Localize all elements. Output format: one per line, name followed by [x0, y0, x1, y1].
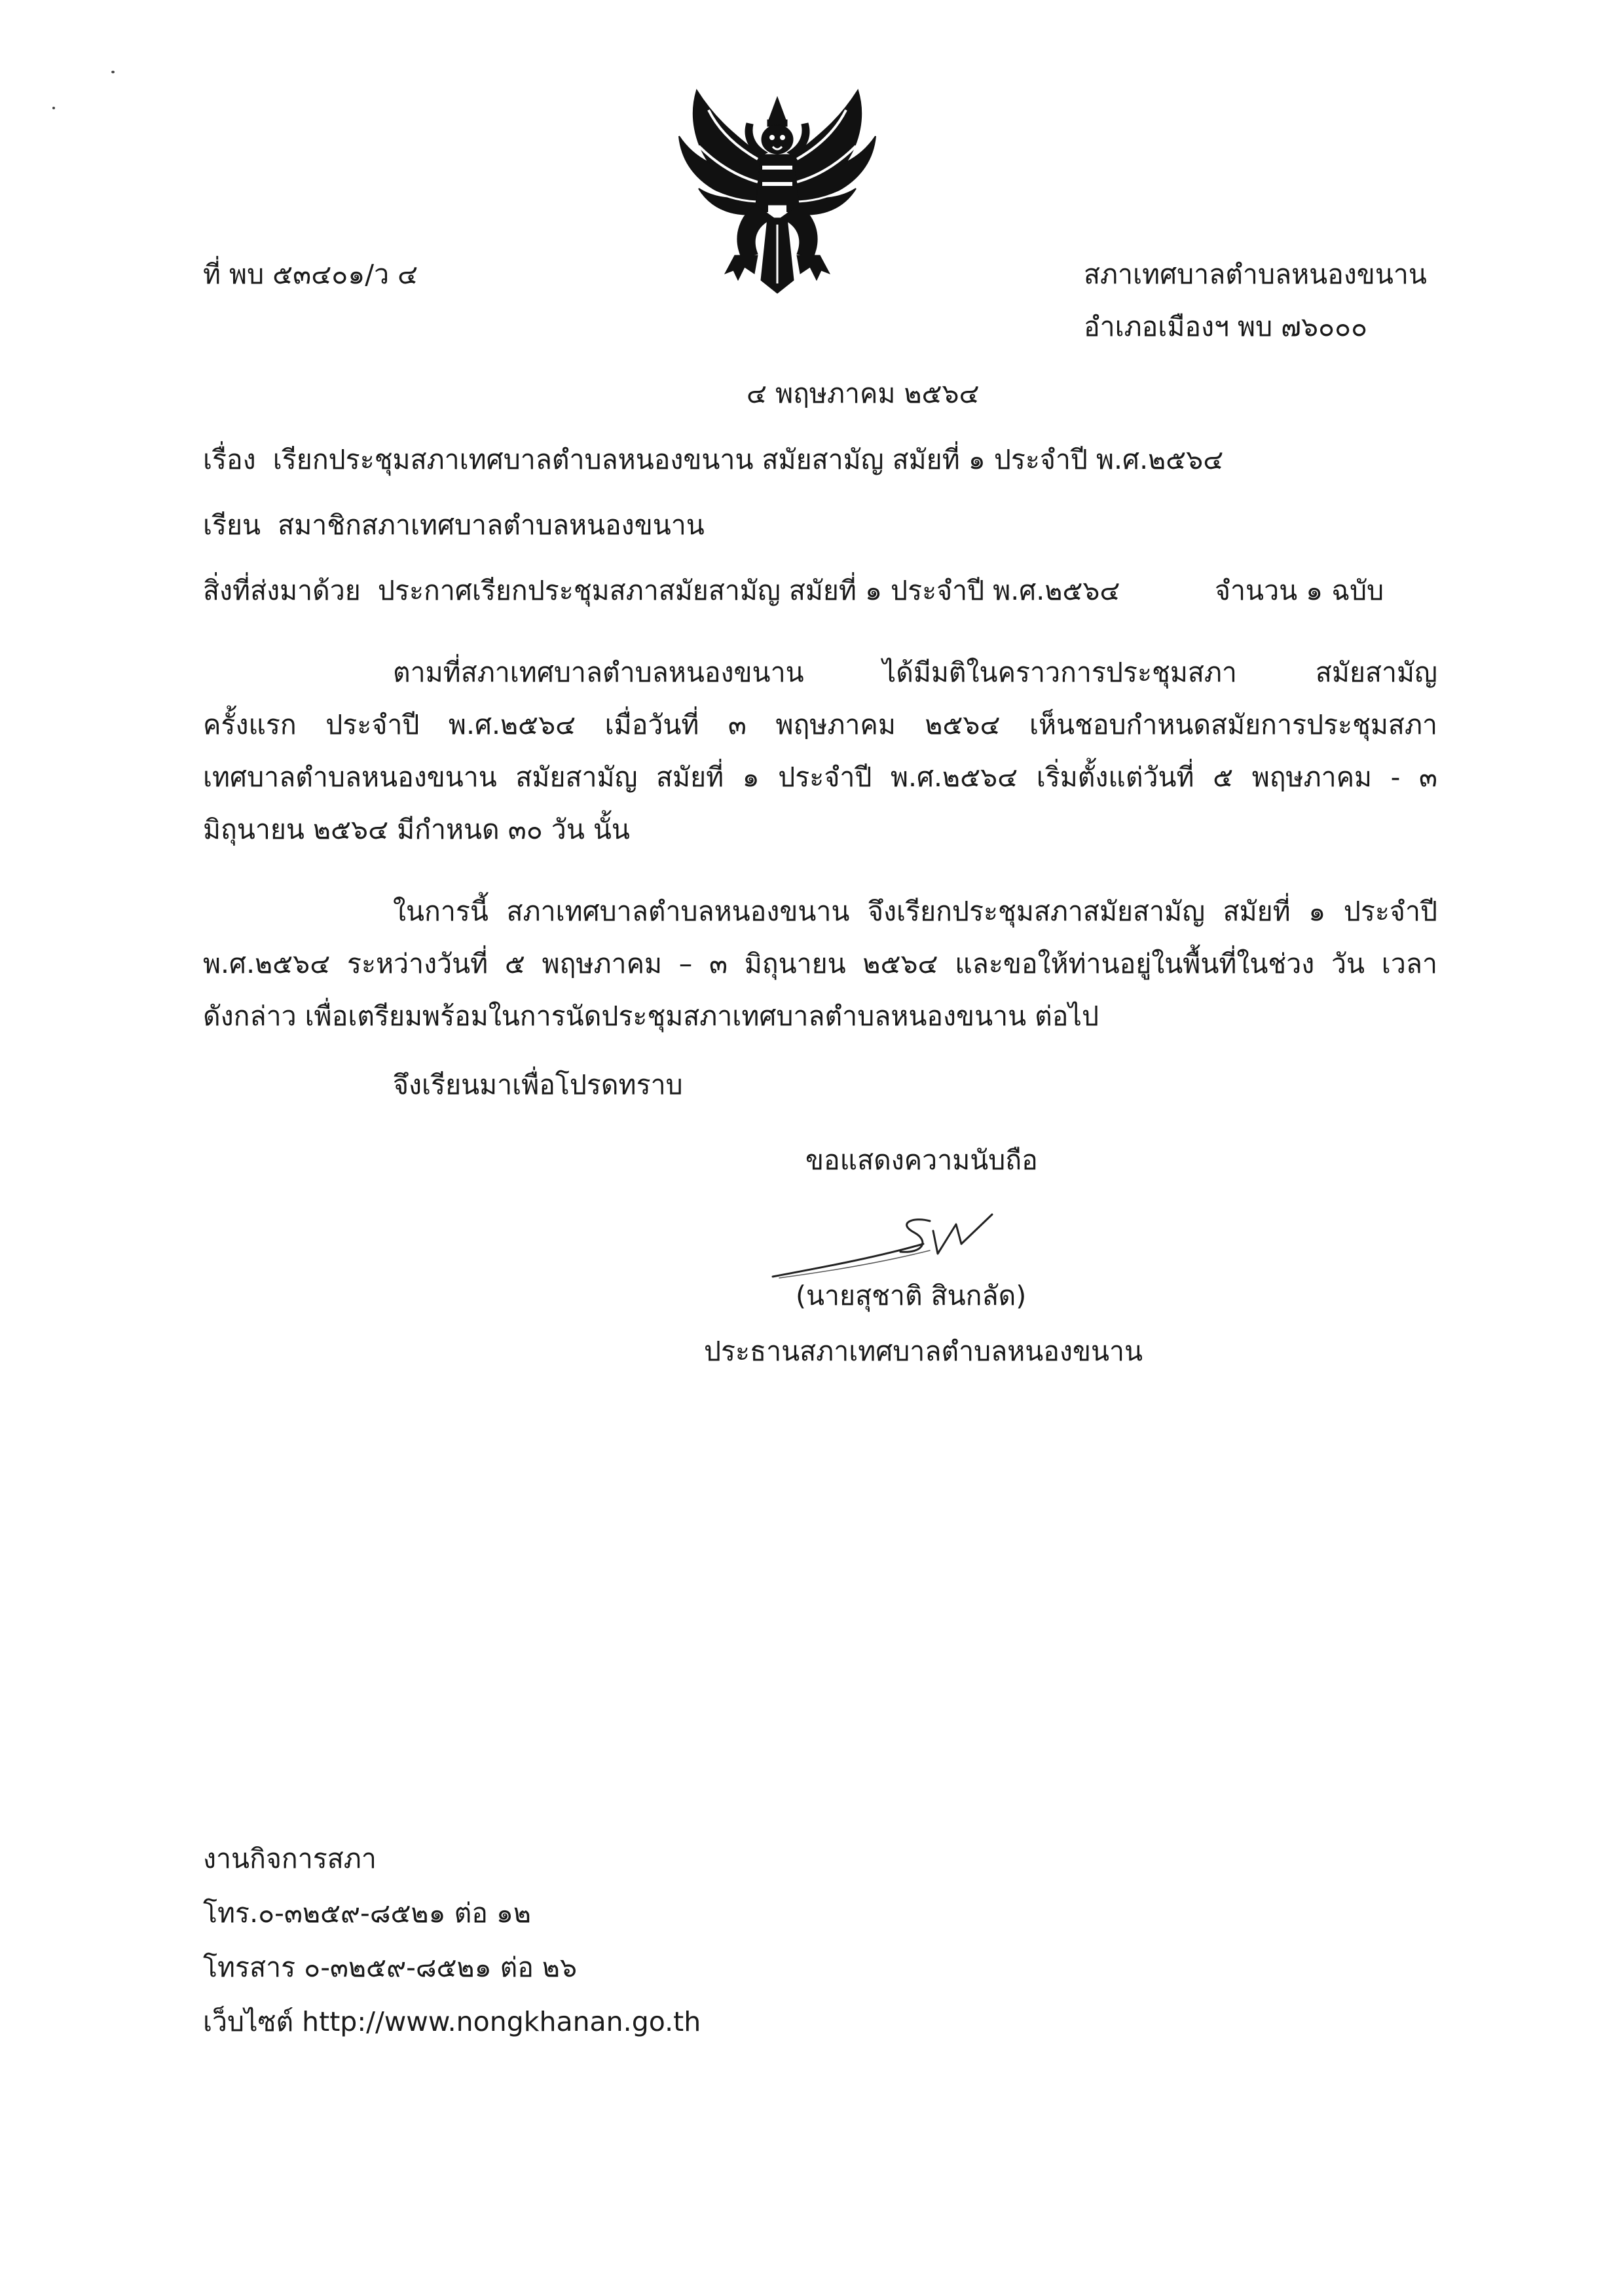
- paragraph2-line: พ.ศ.๒๕๖๔ ระหว่างวันที่ ๕ พฤษภาคม – ๓ มิถุนายน ๒๕๖๔ และขอให้ท่านอยู่ในพื้นที่ในช่วง วัน เวลา: [203, 948, 1437, 979]
- closing-request: จึงเรียนมาเพื่อโปรดทราบ: [393, 1069, 683, 1101]
- subject-line: [203, 444, 1223, 476]
- paragraph1-line: มิถุนายน ๒๕๖๔ มีกำหนด ๓๐ วัน นั้น: [203, 814, 630, 845]
- paragraph1-line: เทศบาลตำบลหนองขนาน สมัยสามัญ สมัยที่ ๑ ประจำปี พ.ศ.๒๕๖๔ เริ่มตั้งแต่วันที่ ๕ พฤษภาคม - ๓: [203, 761, 1437, 793]
- paragraph1-line: ครั้งแรก ประจำปี พ.ศ.๒๕๖๔ เมื่อวันที่ ๓ พฤษภาคม ๒๕๖๔ เห็นชอบกำหนดสมัยการประชุมสภา: [203, 709, 1437, 740]
- subject-label: เรื่อง: [203, 444, 256, 475]
- recipient-label: เรียน: [203, 509, 261, 541]
- signer-position: ประธานสภาเทศบาลตำบลหนองขนาน: [704, 1336, 1143, 1367]
- footer-phone: โทร.๐-๓๒๕๙-๘๕๒๑ ต่อ ๑๒: [203, 1897, 531, 1929]
- enclosure-label: สิ่งที่ส่งมาด้วย: [203, 575, 361, 606]
- paragraph1-line: ตามที่สภาเทศบาลตำบลหนองขนาน ได้มีมติในคราวการประชุมสภา สมัยสามัญ: [393, 657, 1437, 688]
- scan-speck: [111, 71, 115, 73]
- letter-date: ๔ พฤษภาคม ๒๕๖๔: [747, 378, 980, 409]
- subject-text: เรียกประชุมสภาเทศบาลตำบลหนองขนาน สมัยสามัญ สมัยที่ ๑ ประจำปี พ.ศ.๒๕๖๔: [272, 444, 1224, 475]
- recipient-text: สมาชิกสภาเทศบาลตำบลหนองขนาน: [278, 509, 705, 541]
- office-address: อำเภอเมืองฯ พบ ๗๖๐๐๐: [1084, 311, 1368, 342]
- footer-fax: โทรสาร ๐-๓๒๕๙-๘๕๒๑ ต่อ ๒๖: [203, 1952, 577, 1983]
- handwritten-signature-icon: [766, 1205, 1015, 1283]
- document-number: ที่ พบ ๕๓๔๐๑/ว ๔: [203, 259, 418, 290]
- enclosure-text: ประกาศเรียกประชุมสภาสมัยสามัญ สมัยที่ ๑ ประจำปี พ.ศ.๒๕๖๔: [377, 575, 1120, 606]
- scan-speck: [52, 107, 55, 109]
- garuda-emblem-icon: [669, 84, 885, 300]
- salutation: ขอแสดงความนับถือ: [805, 1144, 1038, 1176]
- footer-department: งานกิจการสภา: [203, 1843, 377, 1874]
- signer-name: (นายสุชาติ สินกลัด): [796, 1280, 1027, 1311]
- paragraph2-line: ดังกล่าว เพื่อเตรียมพร้อมในการนัดประชุมสภาเทศบาลตำบลหนองขนาน ต่อไป: [203, 1000, 1099, 1032]
- recipient-line: [203, 509, 705, 541]
- footer-website: เว็บไซต์ http://www.nongkhanan.go.th: [203, 2006, 701, 2037]
- paragraph2-line: ในการนี้ สภาเทศบาลตำบลหนองขนาน จึงเรียกประชุมสภาสมัยสามัญ สมัยที่ ๑ ประจำปี: [393, 896, 1437, 927]
- enclosure-quantity: จำนวน ๑ ฉบับ: [1215, 575, 1384, 606]
- enclosure-line: [203, 575, 1120, 607]
- office-name: สภาเทศบาลตำบลหนองขนาน: [1084, 259, 1427, 290]
